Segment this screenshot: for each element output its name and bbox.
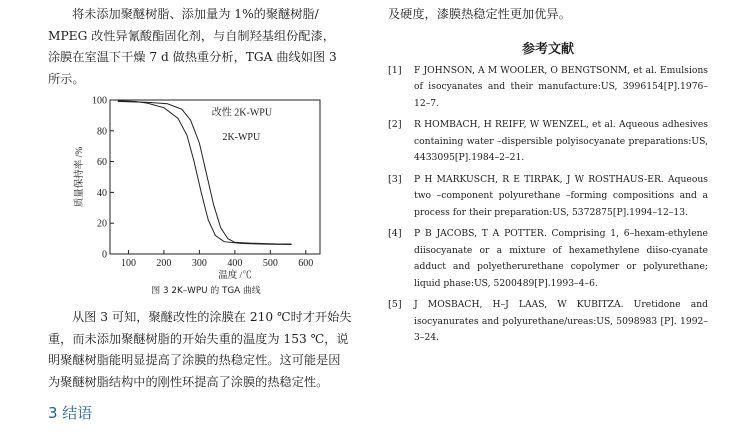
reference-text: F JOHNSON, A M WOOLER, O BENGTSONM, et al. Emulsions of isocyanates and their manufacture:US, 3996154[P].1976–12–7. [414, 64, 708, 109]
x-tick-label: 300 [191, 258, 207, 269]
reference-item [388, 226, 708, 292]
paragraph-line [48, 307, 364, 329]
y-tick-label: 60 [97, 157, 107, 169]
paragraph-line: 涂膜在室温下干燥 7 d 做热重分析，TGA 曲线如图 3 [48, 50, 337, 64]
y-tick-label: 0 [102, 249, 107, 261]
paragraph-line [48, 4, 364, 26]
series-line [118, 102, 292, 245]
y-tick-label: 20 [97, 218, 107, 230]
reference-list [388, 63, 708, 347]
reference-number: [4] [388, 228, 402, 239]
reference-item [388, 172, 708, 222]
x-tick-label: 400 [227, 258, 243, 269]
reference-text: R HOMBACH, H REIFF, W WENZEL, et al. Aqueous adhesives containing water –dispersible polyisocyanate preparations:US, 4433095[P].1984–2–21. [414, 119, 708, 163]
reference-number: [2] [388, 119, 402, 130]
y-tick-label: 40 [97, 187, 107, 199]
reference-number: [3] [388, 173, 402, 185]
y-axis-label: 质量保持率 /% [75, 146, 85, 208]
x-tick-label: 100 [120, 258, 136, 269]
series-label: 2K-WPU [222, 132, 261, 144]
intro-paragraph [48, 4, 364, 90]
y-tick-label: 100 [92, 95, 107, 107]
right-column [388, 4, 708, 352]
paragraph-line: 重，而未添加聚醚树脂的开始失重的温度为 153 ℃，说 [48, 331, 349, 346]
paragraph-line: 所示。 [48, 71, 85, 86]
paragraph-line: MPEG 改性异氰酸酯固化剂，与自制羟基组份配漆， [48, 28, 335, 43]
y-tick-label: 80 [97, 126, 107, 138]
continued-text: 及硬度，漆膜热稳定性更加优异。 [388, 7, 571, 21]
section-title-conclusion: 3 结语 [48, 404, 93, 422]
tga-figure [48, 86, 364, 296]
text-line: 从图 3 可知，聚醚改性的涂膜在 210 ℃时才开始失 [72, 310, 352, 324]
x-axis-label: 温度 /℃ [218, 271, 252, 281]
x-tick-label: 500 [262, 258, 278, 269]
paragraph-line: 为聚醚树脂结构中的刚性环提高了涂膜的热稳定性。 [48, 374, 329, 389]
series-line [118, 101, 292, 245]
reference-item [388, 117, 708, 167]
reference-number: [1] [388, 64, 402, 76]
text-line: 将未添加聚醚树脂、添加量为 1%的聚醚树脂/ [72, 7, 319, 21]
paragraph-line: 明聚醚树脂能明显提高了涂膜的热稳定性。这可能是因 [48, 353, 341, 367]
plot-frame [110, 100, 320, 254]
reference-text: P B JACOBS, T A POTTER. Comprising 1, 6–hexam-ethylene diisocyanate or a mixture of hexamethylene diiso-cyanate adduct and polyetherurethane copolymer or polyurethane; liquid phase:US, 5200489[P].1993–4–6. [414, 228, 708, 289]
x-tick-label: 600 [298, 258, 314, 269]
tga-chart [48, 86, 364, 282]
series-label: 改性 2K-WPU [211, 107, 273, 119]
reference-number: [5] [388, 299, 402, 310]
reference-item [388, 63, 708, 113]
x-tick-label: 200 [156, 258, 172, 269]
reference-item [388, 297, 708, 347]
discussion-paragraph [48, 307, 364, 393]
references-heading: 参考文献 [521, 41, 574, 57]
figure-caption: 图 3 2K–WPU 的 TGA 曲线 [151, 286, 261, 296]
reference-text: P H MARKUSCH, R E TIRPAK, J W ROSTHAUS-ER. Aqueous two –component polyurethane –forming compositions and a process for their preparation:US, 5372875[P].1994–12–13. [414, 173, 708, 218]
reference-text: J MOSBACH, H–J LAAS, W KUBITZA. Uretidone and isocyanurates and polyurethane/ureas:US, 5098983 [P]. 1992–3–24. [414, 299, 708, 343]
